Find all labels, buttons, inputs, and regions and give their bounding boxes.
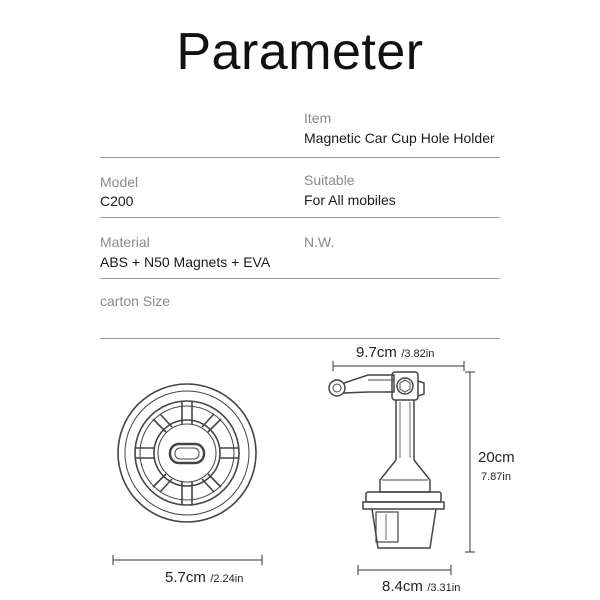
nw-label: N.W. bbox=[304, 234, 335, 250]
item-label: Item bbox=[304, 110, 332, 126]
top-width-dimension bbox=[356, 344, 434, 362]
height-in: 7.87in bbox=[481, 471, 511, 483]
suitable-label: Suitable bbox=[304, 172, 355, 188]
item-value: Magnetic Car Cup Hole Holder bbox=[304, 130, 495, 146]
top-width-in: /3.82in bbox=[401, 348, 435, 360]
base-width-in: /3.31in bbox=[427, 582, 461, 594]
height-cm: 20cm bbox=[478, 449, 515, 466]
material-label: Material bbox=[100, 234, 150, 250]
diameter-dimension bbox=[165, 569, 243, 587]
base-width-dimension bbox=[382, 578, 460, 596]
model-value: C200 bbox=[100, 193, 134, 209]
height-dimension-cm bbox=[478, 449, 515, 467]
suitable-value: For All mobiles bbox=[304, 192, 396, 208]
holder-top-view bbox=[118, 384, 256, 522]
carton-size-label: carton Size bbox=[100, 293, 171, 309]
holder-side-view bbox=[329, 372, 444, 548]
page-title: Parameter bbox=[176, 23, 424, 81]
diameter-in: /2.24in bbox=[210, 573, 244, 585]
diameter-cm: 5.7cm bbox=[165, 569, 206, 586]
material-value: ABS + N50 Magnets + EVA bbox=[100, 254, 271, 270]
model-label: Model bbox=[100, 174, 139, 190]
top-width-cm: 9.7cm bbox=[356, 344, 397, 361]
height-dimension-in bbox=[481, 467, 511, 485]
base-width-cm: 8.4cm bbox=[382, 578, 423, 595]
